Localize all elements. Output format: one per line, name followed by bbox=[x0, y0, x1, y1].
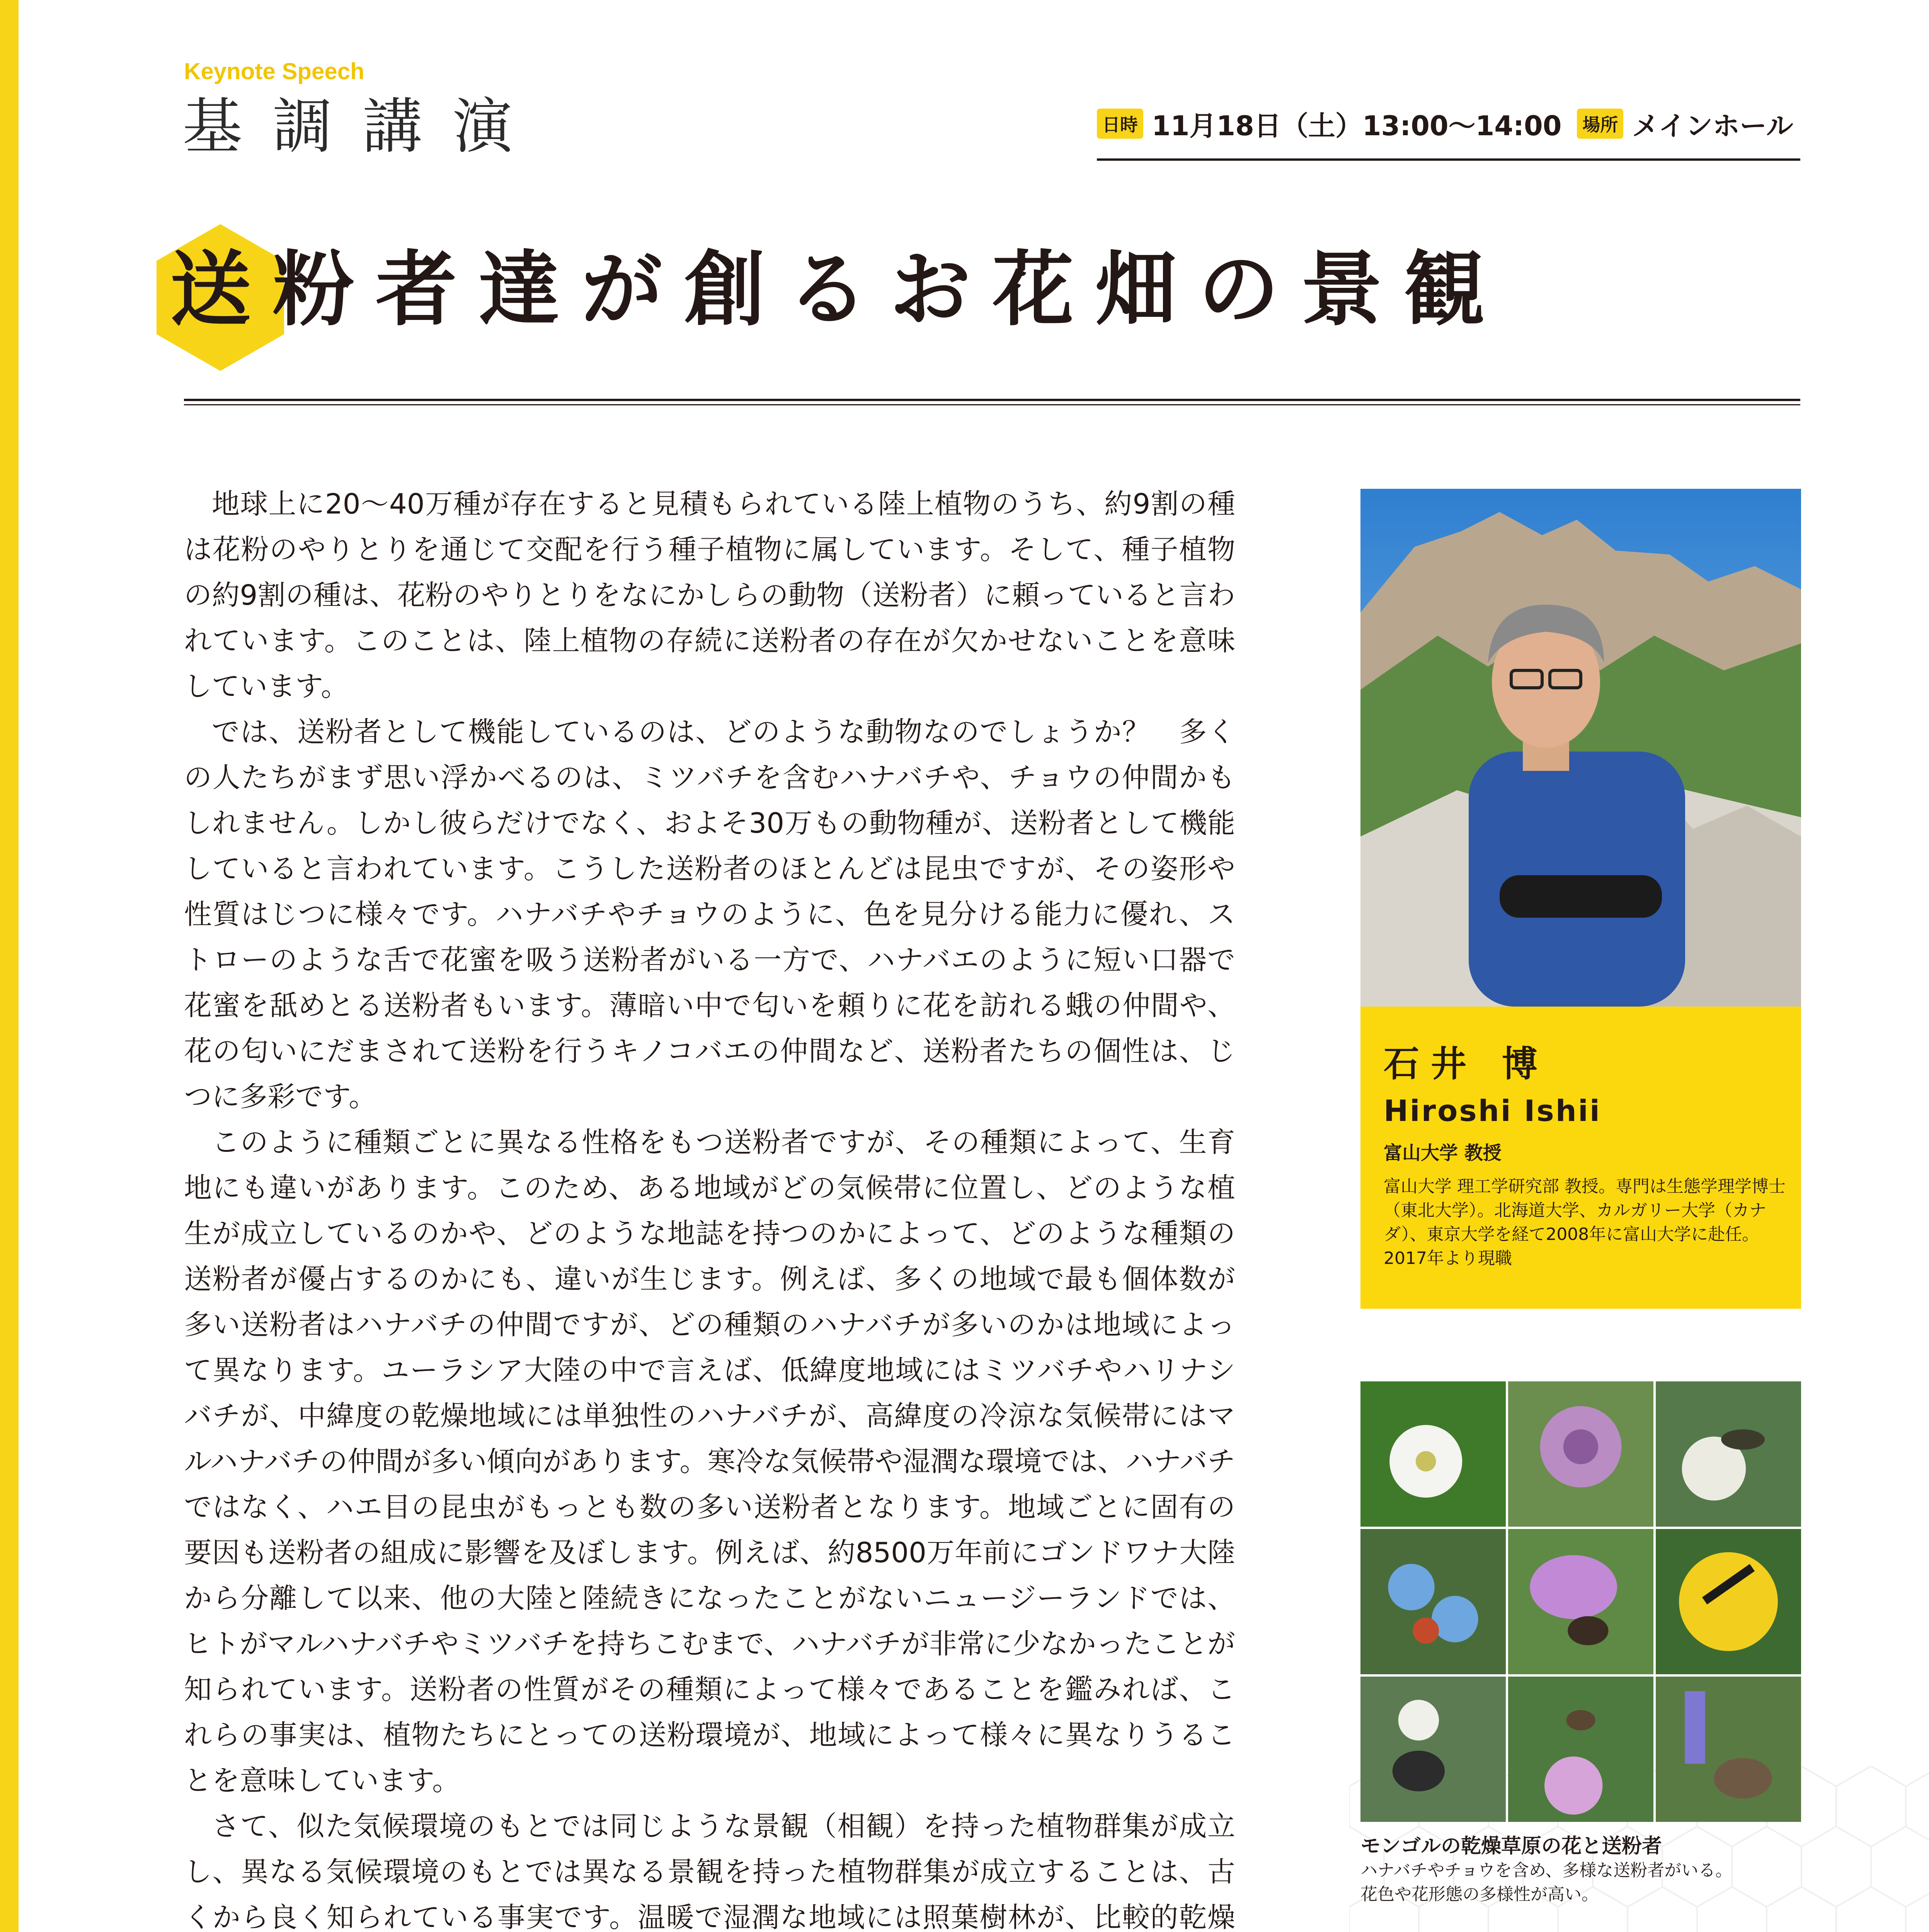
place-value: メインホール bbox=[1632, 110, 1793, 142]
flower-photo bbox=[1508, 1529, 1653, 1674]
headline-divider bbox=[184, 399, 1800, 401]
speaker-name-romaji: Hiroshi Ishii bbox=[1384, 1094, 1601, 1128]
speaker-affiliation: 富山大学 教授 bbox=[1384, 1142, 1502, 1164]
headline-divider-thin bbox=[184, 404, 1800, 405]
body-paragraph: では、送粉者として機能しているのは、どのような動物なのでしょうか？ 多くの人たちがまず思い浮かべるのは、ミツバチを含むハナバチや、チョウの仲間かもしれません。しかし彼らだけでなく、およそ30万もの動物種が、送粉者として機能していると言われています。こうした送粉者のほとんどは昆虫ですが、その姿形や性質はじつに様々です。ハナバチやチョウのように、色を見分ける能力に優れ、ストローのような舌で花蜜を吸う送粉者がいる一方で、ハナバエのように短い口器で花蜜を舐めとる送粉者もいます。薄暗い中で匂いを頼りに花を訪れる蛾の仲間や、花の匂いにだまされて送粉を行うキノコバエの仲間など、送粉者たちの個性は、じつに多彩です。 bbox=[184, 716, 1235, 1113]
flower-photo bbox=[1360, 1529, 1506, 1674]
headline bbox=[170, 232, 1507, 348]
body-paragraph: このように種類ごとに異なる性格をもつ送粉者ですが、その種類によって、生育地にも違いがあります。このため、ある地域がどの気候帯に位置し、どのような植生が成立しているのかや、どのような地誌を持つのかによって、どのような種類の送粉者が優占するのかにも、違いが生じます。例えば、多くの地域で最も個体数が多い送粉者はハナバチの仲間ですが、どの種類のハナバチが多いのかは地域によって異なります。ユーラシア大陸の中で言えば、低緯度地域にはミツバチやハリナシバチが、中緯度の乾燥地域には単独性のハナバチが、高緯度の冷涼な気候帯にはマルハナバチの仲間が多い傾向があります。寒冷な気候帯や湿潤な環境では、ハナバチではなく、ハエ目の昆虫がもっとも数の多い送粉者となります。地域ごとに固有の要因も送粉者の組成に影響を及ぼします。例えば、約8500万年前にゴンドワナ大陸から分離して以来、他の大陸と陸続きになったことがないニュージーランドでは、ヒトがマルハナバチやミツバチを持ちこむまで、ハナバチが非常に少なかったことが知られています。送粉者の性質がその種類によって様々であることを鑑みれば、これらの事実は、植物たちにとっての送粉環境が、地域によって様々に異なりうることを意味しています。 bbox=[184, 1126, 1235, 1797]
speaker-name: 石井 博 bbox=[1384, 1043, 1549, 1085]
figure-caption-line: 花色や花形態の多様性が高い。 bbox=[1360, 1884, 1599, 1904]
figure-caption-line: ハナバチやチョウを含め、多様な送粉者がいる。 bbox=[1360, 1861, 1733, 1880]
flower-photo bbox=[1508, 1381, 1653, 1527]
figure-caption bbox=[1360, 1830, 1817, 1906]
flower-photo bbox=[1360, 1677, 1506, 1822]
article-body bbox=[184, 481, 1235, 1932]
speaker-portrait-photo bbox=[1360, 489, 1801, 1007]
section-title: 基調講演 bbox=[182, 92, 543, 162]
headline-rest: 粉者達が創るお花畑の景観 bbox=[273, 242, 1507, 337]
flower-photo bbox=[1656, 1381, 1801, 1527]
body-paragraph: さて、似た気候環境のもとでは同じような景観（相観）を持った植物群集が成立し、異なる気候環境のもとでは異なる景観を持った植物群集が成立することは、古くから良く知られている事実です。温暖で湿潤な地域には照葉樹林が、比較的乾燥 bbox=[184, 1810, 1235, 1932]
date-tag: 日時 bbox=[1097, 109, 1143, 139]
kicker-label: Keynote Speech bbox=[184, 58, 364, 84]
flower-photo bbox=[1360, 1381, 1506, 1527]
date-value: 11月18日（土）13:00〜14:00 bbox=[1152, 110, 1562, 142]
meta-divider bbox=[1097, 158, 1800, 161]
flower-photo bbox=[1656, 1529, 1801, 1674]
place-tag: 場所 bbox=[1577, 109, 1623, 139]
figure-title: モンゴルの乾燥草原の花と送粉者 bbox=[1360, 1835, 1662, 1858]
event-meta bbox=[1097, 104, 1809, 143]
accent-side-bar bbox=[0, 0, 19, 1932]
flower-photo bbox=[1508, 1677, 1653, 1822]
speaker-bio: 富山大学 理工学研究部 教授。専門は生態学理学博士（東北大学）。北海道大学、カルガリー大学（カナダ）、東京大学を経て2008年に富山大学に赴任。2017年より現職 bbox=[1384, 1177, 1786, 1268]
headline-first-char: 送 bbox=[170, 242, 273, 337]
mongolia-photo-grid bbox=[1360, 1381, 1801, 1822]
flower-photo bbox=[1656, 1677, 1801, 1822]
body-paragraph: 地球上に20〜40万種が存在すると見積もられている陸上植物のうち、約9割の種は花粉のやりとりを通じて交配を行う種子植物に属しています。そして、種子植物の約9割の種は、花粉のやりとりをなにかしらの動物（送粉者）に頼っていると言われています。このことは、陸上植物の存続に送粉者の存在が欠かせないことを意味しています。 bbox=[184, 488, 1235, 702]
